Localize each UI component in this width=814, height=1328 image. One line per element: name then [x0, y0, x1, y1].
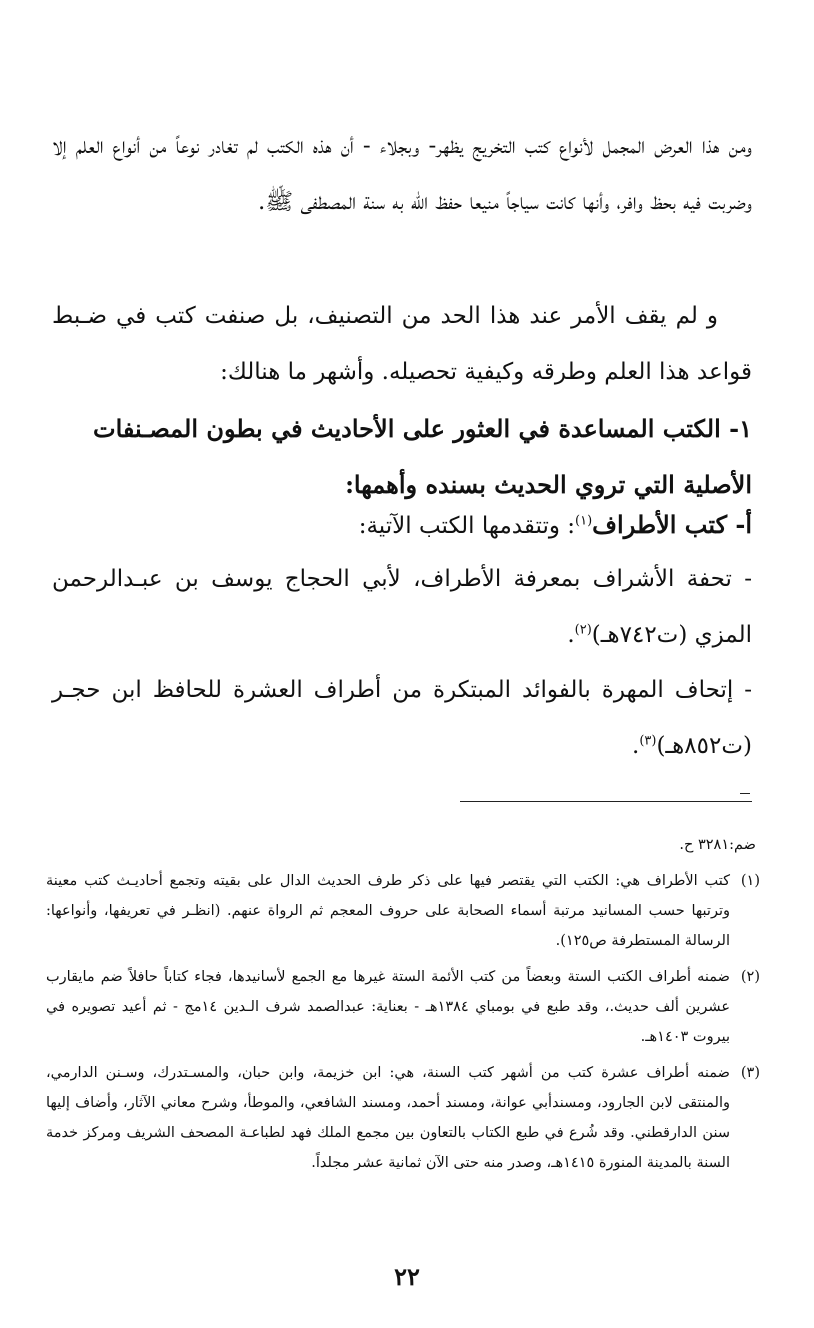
- section-heading: ١- الكتب المساعدة في العثور على الأحاديث في بطون المصـنفات الأصلية التي تروي الحديث بسنده وأهمها:: [93, 414, 752, 499]
- footnote-separator: [460, 801, 752, 802]
- footnote-1: [46, 866, 760, 956]
- paragraph-continuation: و لم يقف الأمر عند هذا الحد من التصنيف، بل صنفت كتب في ضـبط قواعد هذا العلم وطرقه وكيفية تحصيله. وأشهر ما هنالك:: [52, 303, 752, 385]
- list-item-end: .: [567, 622, 575, 648]
- footnote-number: (٣): [740, 1065, 760, 1081]
- list-item-text: - تحفة الأشراف بمعرفة الأطراف، لأبي الحجاج يوسف بن عبـدالرحمن المزي (ت٧٤٢هـ): [52, 566, 752, 648]
- list-item: [52, 662, 752, 774]
- footnote-carryover: ضم:٣٢٨١ ح.: [679, 837, 756, 853]
- footnote-number: (١): [740, 873, 760, 889]
- page-number: ٢٢: [394, 1262, 420, 1291]
- footnote-text: كتب الأطراف هي: الكتب التي يقتصر فيها على ذكر طرف الحديث الدال على بقيته وتجمع أحاديـث كتب معينة وترتبها حسب المسانيد مرتبة أسماء الصحابة على حروف المعجم ثم الرواة عنهم. (انظـر في تعريفها، وأنواعها: الرسالة المستطرفة ص١٢٥).: [46, 873, 730, 949]
- list-item: [52, 551, 752, 663]
- subheading-line: [52, 497, 752, 554]
- footnote-ref-1: (١): [575, 513, 593, 529]
- list-item-text: - إتحاف المهرة بالفوائد المبتكرة من أطراف العشرة للحافظ ابن حجـر (ت٨٥٢هـ): [52, 677, 752, 759]
- list-item-end: .: [632, 733, 640, 759]
- footnote-ref-2: (٢): [574, 622, 592, 638]
- footnote-number: (٢): [740, 969, 760, 985]
- footnotes: [46, 830, 760, 1184]
- footnote-3: [46, 1058, 760, 1178]
- subheading-rest: : وتتقدمها الكتب الآتية:: [358, 513, 576, 539]
- footnote-2: [46, 962, 760, 1052]
- paragraph-intro: ومن هذا العرض المجمل لأنواع كتب التخريج يظهر- وبجلاء - أن هذه الكتب لم تغادر نوعاً من أنواع العلم إلا وضربت فيه بحظ وافر، وأنها كانت سياجاً منيعا حفظ الله به سنة المصطفى ﷺ.: [52, 133, 752, 215]
- footnote-text: ضمنه أطراف عشرة كتب من أشهر كتب السنة، هي: ابن خزيمة، وابن حبان، والمسـتدرك، وسـنن الدارمي، والمنتقى لابن الجارود، ومسندأبي عوانة، ومسند أحمد، ومسند الشافعي، والموطأ، وشرح معاني الآثار، وأضاف إليها سنن الدارقطني. وقد شُرع في طبع الكتاب بالتعاون بين مجمع الملك فهد لطباعـة المصحف الشريف ومركز خدمة السنة بالمدينة المنورة ١٤١٥هـ، وصدر منه حتى الآن ثمانية عشر مجلداً.: [46, 1065, 730, 1171]
- footnote-separator-tick: [740, 793, 750, 794]
- footnote-ref-3: (٣): [639, 733, 657, 749]
- subheading-label: أ- كتب الأطراف: [592, 510, 752, 539]
- footnote-text: ضمنه أطراف الكتب الستة وبعضاً من كتب الأئمة الستة غيرها مع الجمع لأسانيدها، فجاء كتاباً حافلاً ضم مايقارب عشرين ألف حديث.، وقد طبع في بومباي ١٣٨٤هـ - بعناية: عبدالصمد شرف الـدين ١٤مج - ثم أعيد تصويره في بيروت ١٤٠٣هـ.: [46, 969, 730, 1045]
